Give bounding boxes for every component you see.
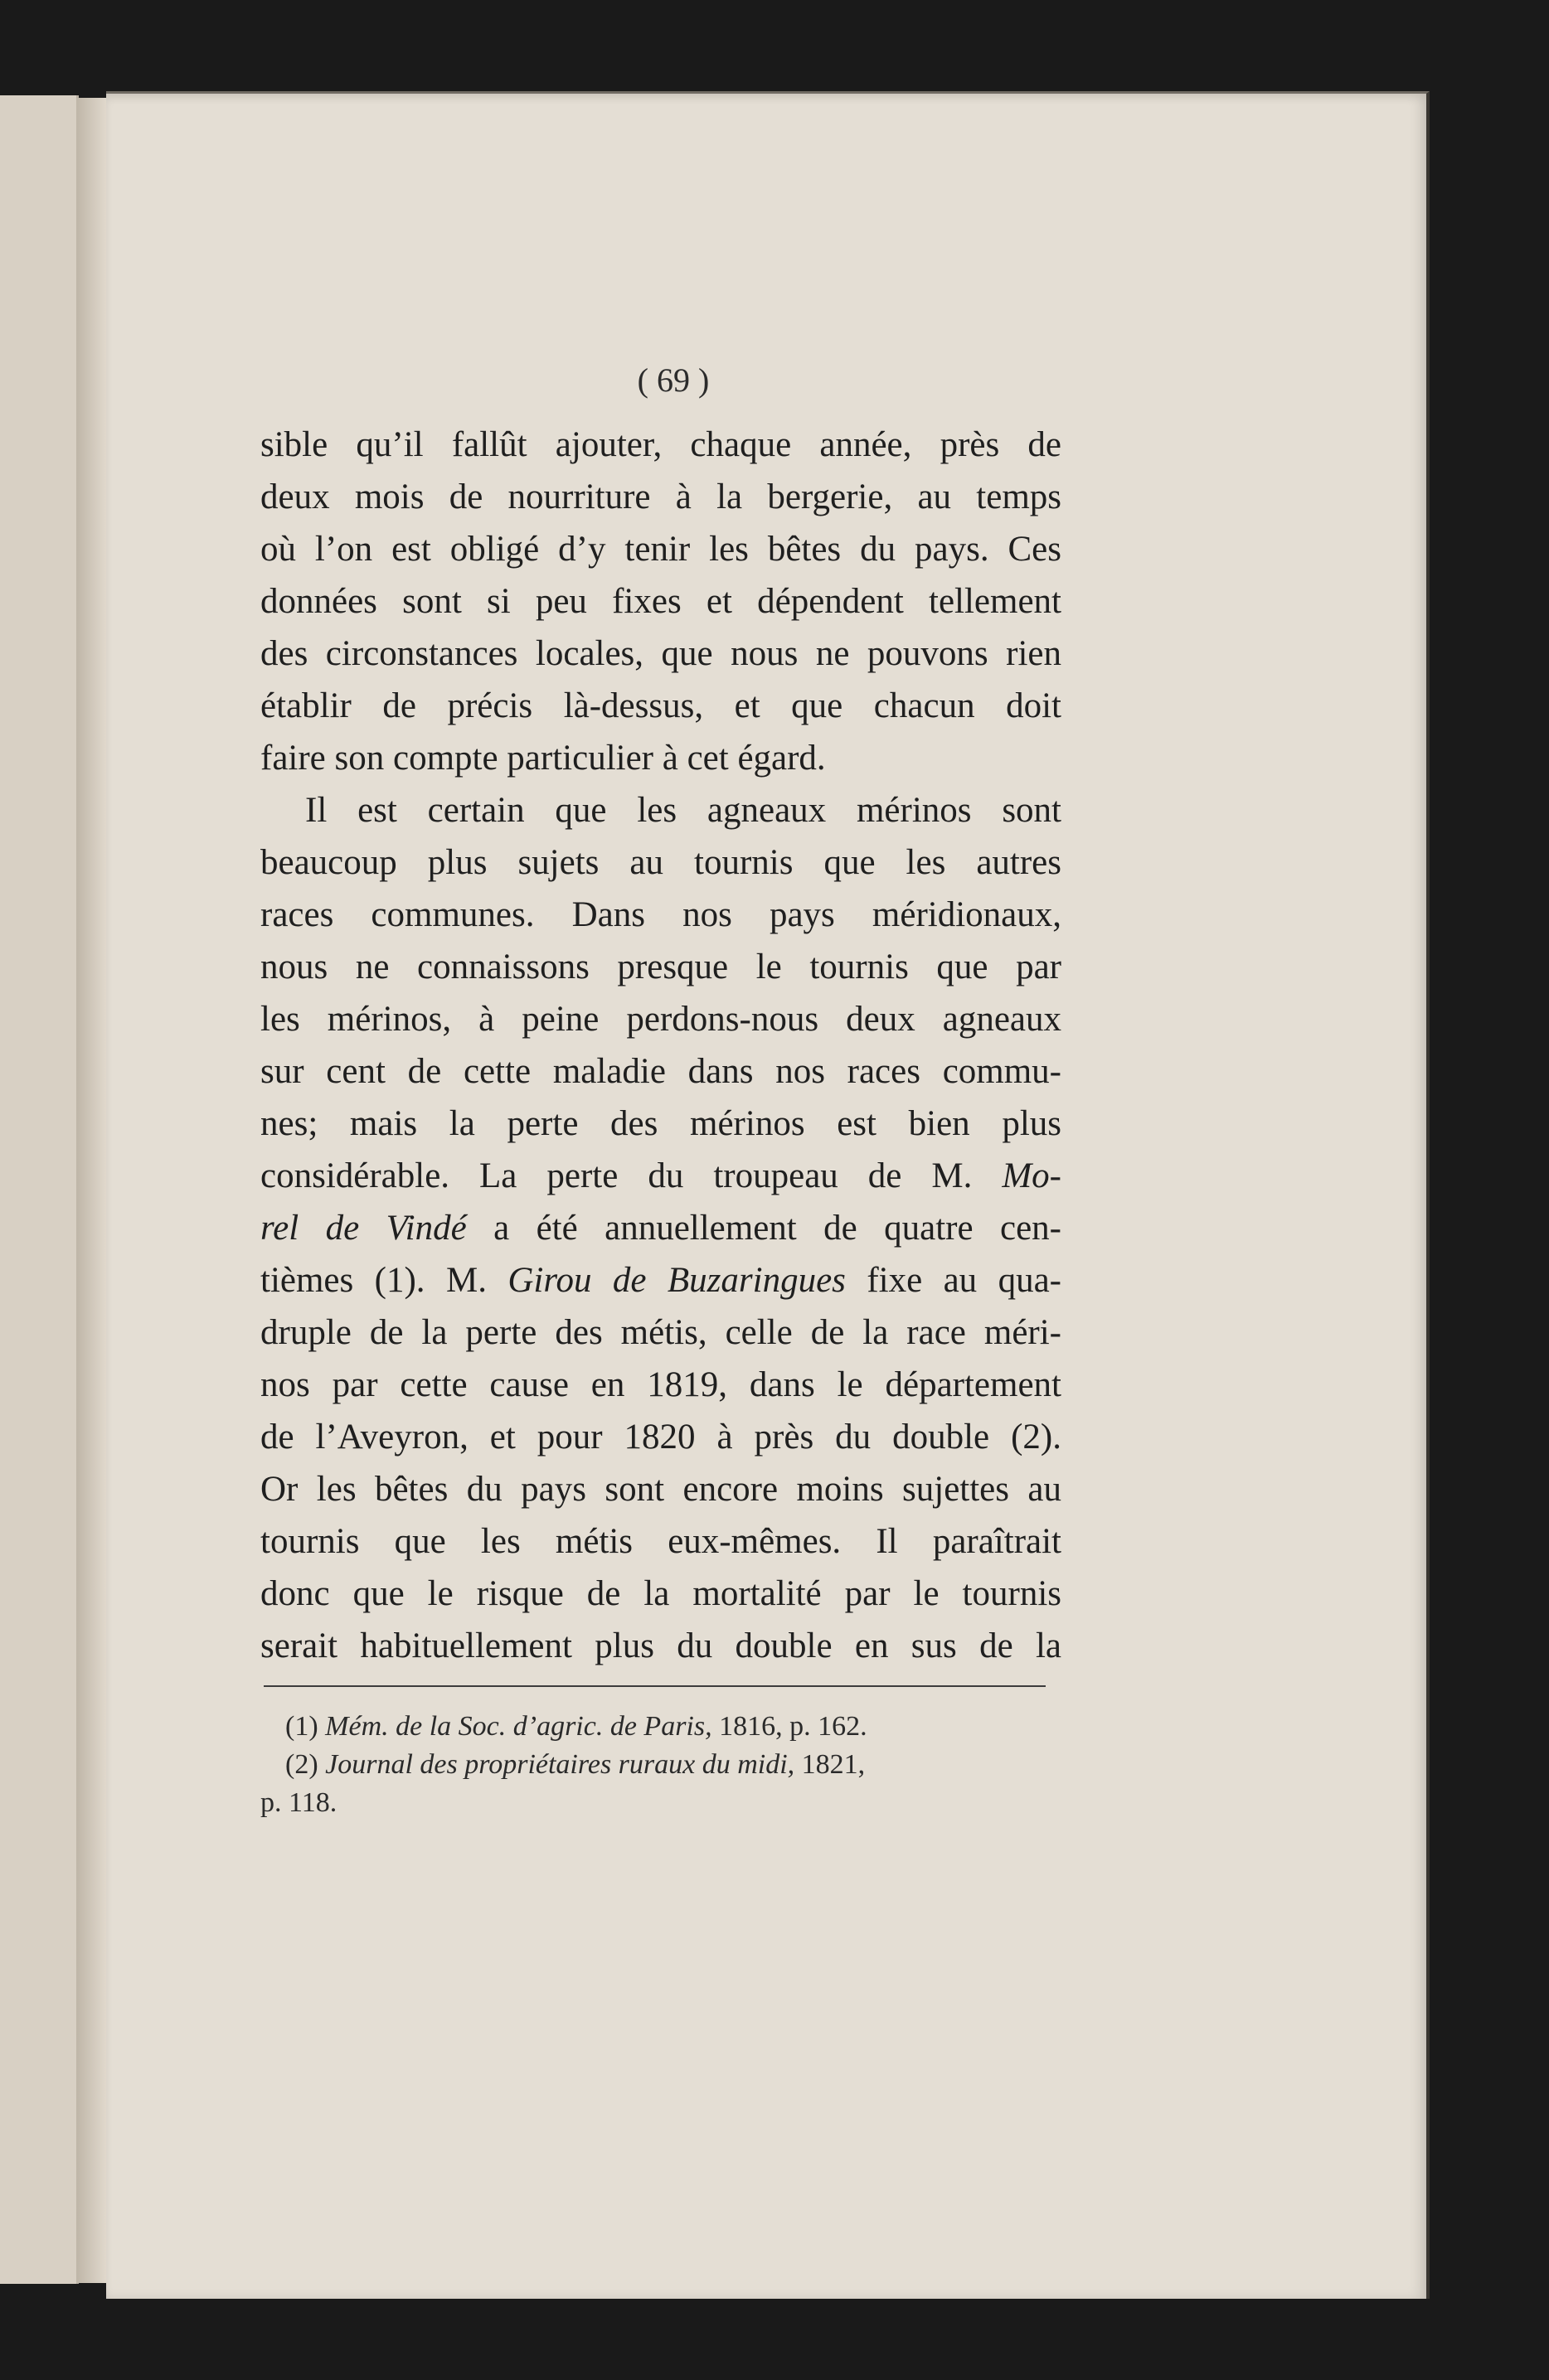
text-line: sur cent de cette maladie dans nos races commu- (260, 1052, 1061, 1091)
footnote-1 (260, 1708, 1061, 1746)
text-line: les mérinos, à peine perdons-nous deux agneaux (260, 1000, 1061, 1039)
author-name-italic: Girou de Buzaringues (507, 1261, 846, 1300)
facing-page-edge (0, 95, 79, 2284)
author-name-italic: Mo- (1002, 1156, 1061, 1195)
text-line: sible qu’il fallût ajouter, chaque année, près de (260, 425, 1061, 464)
author-name-italic: rel de Vindé (260, 1209, 467, 1248)
line-text: fixe au qua- (845, 1261, 1061, 1300)
text-line: races communes. Dans nos pays méridionaux, (260, 895, 1061, 934)
text-line: des circonstances locales, que nous ne pouvons rien (260, 634, 1061, 673)
text-line: deux mois de nourriture à la bergerie, au temps (260, 477, 1061, 516)
text-line: faire son compte particulier à cet égard. (260, 739, 826, 778)
footnote-marker: (1) (285, 1711, 326, 1742)
line-text: a été annuellement de quatre cen- (466, 1209, 1061, 1248)
text-line: Il est certain que les agneaux mérinos sont (305, 791, 1061, 830)
text-line (260, 1202, 1061, 1254)
footnote-2-continuation: p. 118. (260, 1787, 337, 1818)
line-text: tièmes (1). M. (260, 1261, 508, 1300)
footnote-text: 1821, (794, 1749, 866, 1780)
footnote-2 (260, 1746, 1061, 1784)
text-line: données sont si peu fixes et dépendent tellement (260, 582, 1061, 621)
text-line: serait habituellement plus du double en sus de la (260, 1626, 1061, 1665)
line-text: considérable. La perte du troupeau de M. (260, 1156, 1003, 1195)
text-line (260, 1150, 1061, 1202)
page-number: ( 69 ) (637, 361, 710, 399)
footnote-text: 1816, p. 162. (711, 1711, 867, 1742)
text-line: druple de la perte des métis, celle de la race méri- (260, 1313, 1061, 1352)
text-line: beaucoup plus sujets au tournis que les autres (260, 843, 1061, 882)
book-gutter (76, 98, 106, 2283)
text-line: de l’Aveyron, et pour 1820 à près du double (2). (260, 1418, 1061, 1457)
footnote-source-italic: Mém. de la Soc. d’agric. de Paris, (325, 1711, 712, 1742)
body-text (260, 419, 1061, 1672)
text-line: où l’on est obligé d’y tenir les bêtes du pays. Ces (260, 530, 1061, 569)
text-line: tournis que les métis eux-mêmes. Il paraîtrait (260, 1522, 1061, 1561)
text-line: Or les bêtes du pays sont encore moins sujettes au (260, 1470, 1061, 1509)
footnote-source-italic: Journal des propriétaires ruraux du midi, (325, 1749, 795, 1780)
text-line: donc que le risque de la mortalité par le tournis (260, 1574, 1061, 1613)
text-line: nous ne connaissons presque le tournis que par (260, 948, 1061, 986)
footnote-rule (264, 1685, 1046, 1687)
text-line (260, 1254, 1061, 1306)
text-line: établir de précis là-dessus, et que chacun doit (260, 686, 1061, 725)
text-line: nes; mais la perte des mérinos est bien plus (260, 1104, 1061, 1143)
footnotes (260, 1708, 1061, 1822)
footnote-marker: (2) (285, 1749, 326, 1780)
text-line: nos par cette cause en 1819, dans le département (260, 1365, 1061, 1404)
